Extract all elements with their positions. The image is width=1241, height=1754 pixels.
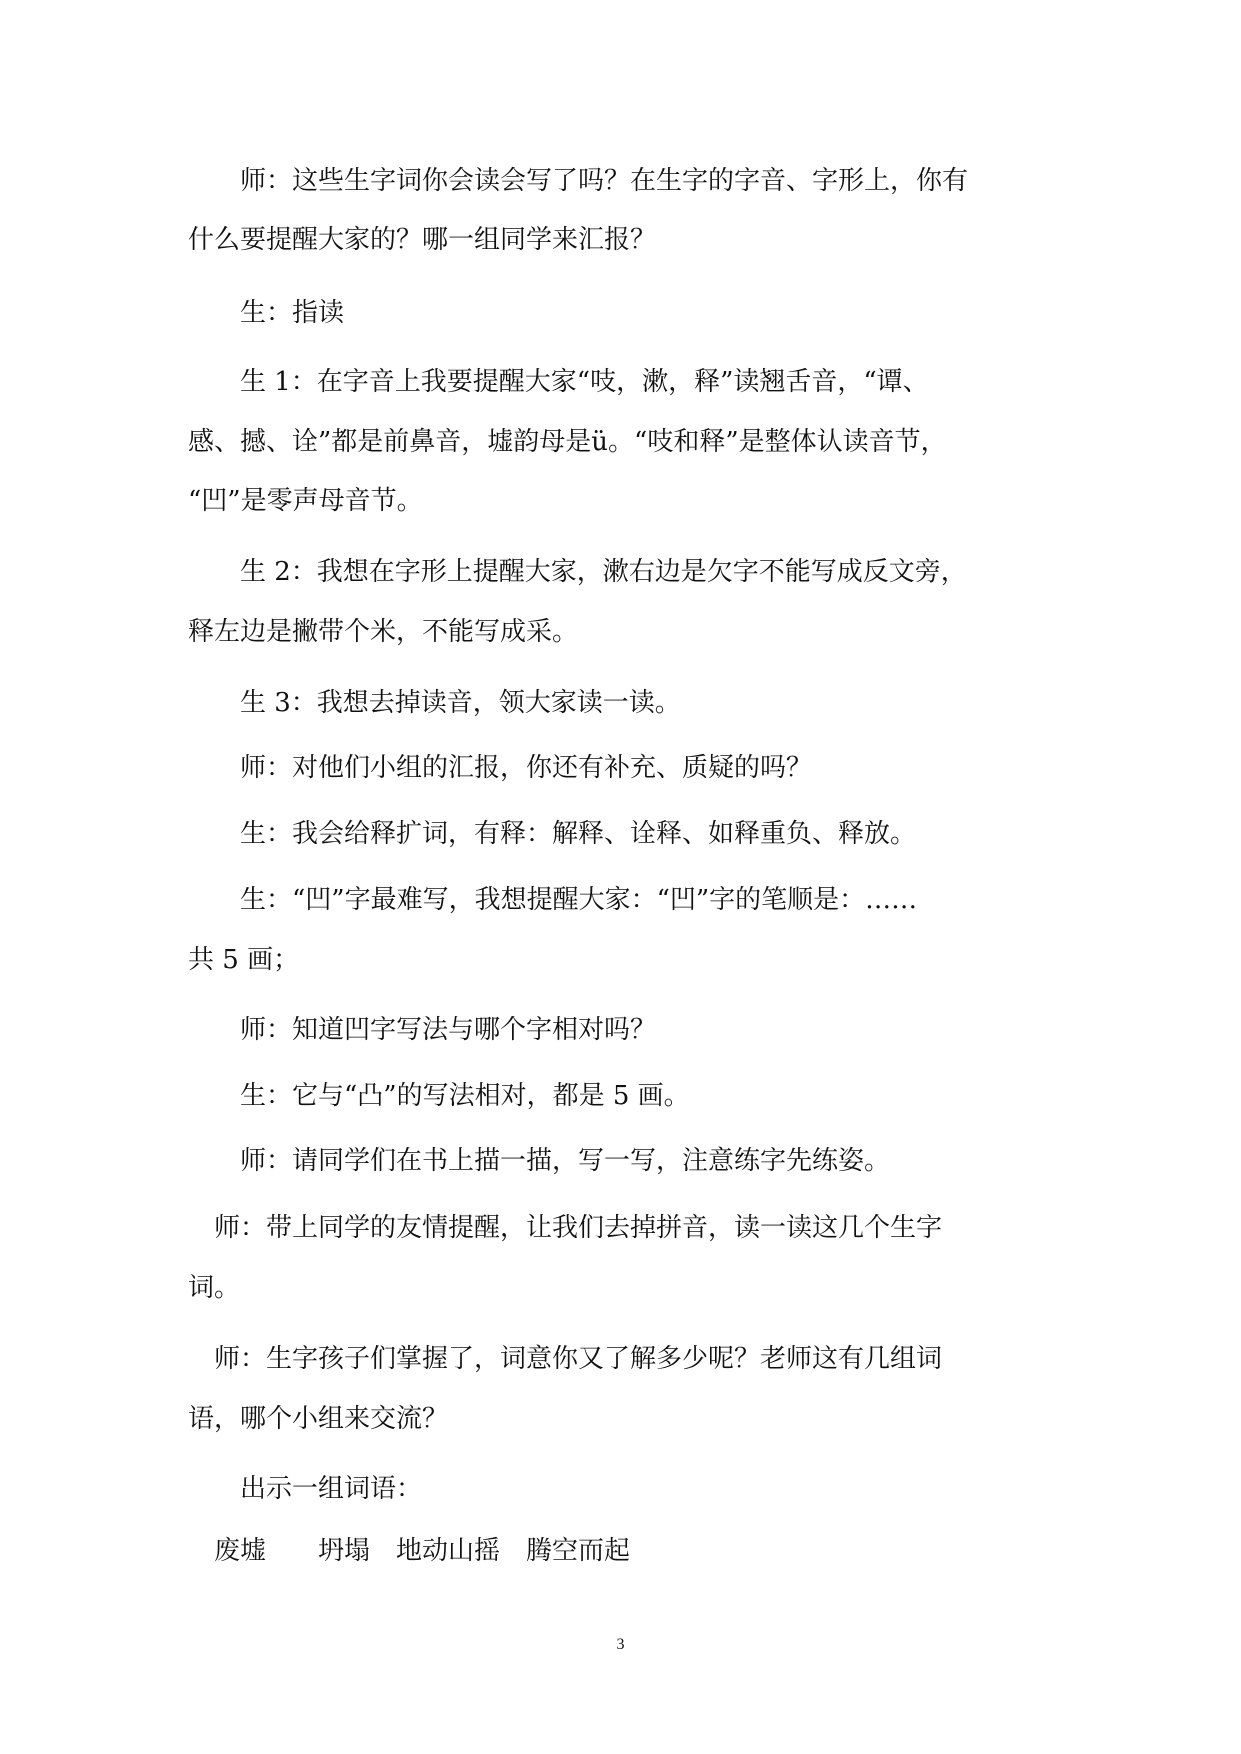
text-line: 生 1：在字音上我要提醒大家“吱，漱，释”读翘舌音，“谭、	[188, 367, 929, 397]
page-number: 3	[616, 1636, 625, 1653]
text-line: 废墟 坍塌 地动山摇 腾空而起	[188, 1536, 631, 1566]
text-line: 师：知道凹字写法与哪个字相对吗？	[188, 1015, 657, 1045]
text-line: 师：这些生字词你会读会写了吗？在生字的字音、字形上，你有	[188, 166, 969, 196]
text-line: 生：“凹”字最难写，我想提醒大家：“凹”字的笔顺是：……	[188, 885, 918, 915]
text-line: 师：生字孩子们掌握了，词意你又了解多少呢？老师这有几组词	[188, 1344, 943, 1374]
text-line: 生：我会给释扩词，有释：解释、诠释、如释重负、释放。	[188, 819, 917, 849]
text-line: 共 5 画；	[188, 945, 300, 975]
text-line: 师：对他们小组的汇报，你还有补充、质疑的吗？	[188, 753, 813, 783]
text-line: 师：带上同学的友情提醒，让我们去掉拼音，读一读这几个生字	[188, 1213, 943, 1243]
text-line: “凹”是零声母音节。	[188, 486, 423, 516]
text-line: 出示一组词语：	[188, 1474, 423, 1504]
text-line: 生：指读	[188, 298, 345, 328]
text-line: 生：它与“凸”的写法相对，都是 5 画。	[188, 1081, 690, 1111]
text-line: 词。	[188, 1273, 241, 1303]
text-line: 语，哪个小组来交流？	[188, 1404, 449, 1434]
text-line: 生 2：我想在字形上提醒大家，漱右边是欠字不能写成反文旁，	[188, 557, 967, 587]
text-line: 什么要提醒大家的？哪一组同学来汇报？	[188, 225, 657, 255]
text-line: 师：请同学们在书上描一描，写一写，注意练字先练姿。	[188, 1146, 891, 1176]
text-line: 释左边是撇带个米，不能写成采。	[188, 617, 579, 647]
text-line: 感、撼、诠”都是前鼻音，墟韵母是ü。“吱和释”是整体认读音节，	[188, 427, 947, 457]
text-line: 生 3：我想去掉读音，领大家读一读。	[188, 688, 681, 718]
